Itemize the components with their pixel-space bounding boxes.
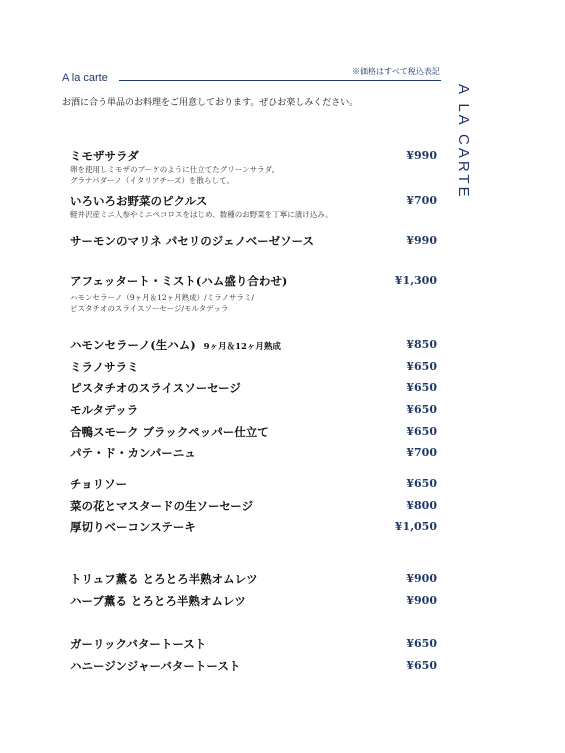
item-price: ¥1,300: [394, 274, 437, 287]
item-name: [70, 337, 281, 355]
item-price: ¥800: [406, 499, 437, 512]
menu-item: [70, 424, 437, 440]
item-price: ¥900: [406, 572, 437, 585]
menu-item: [70, 571, 437, 587]
item-price: ¥650: [406, 637, 437, 650]
item-description: 卵を使用しミモザのブーケのように仕立てたグリーンサラダ。: [70, 165, 280, 174]
item-name: アフェッタート・ミスト(ハム盛り合わせ): [70, 274, 288, 288]
intro-text: お酒に合う単品のお料理をご用意しております。ぜひお楽しみください。: [62, 98, 359, 108]
item-price: ¥1,050: [394, 520, 437, 533]
item-price: ¥990: [406, 234, 437, 247]
menu-item: [70, 593, 437, 609]
item-price: ¥650: [406, 403, 437, 416]
item-price: ¥990: [406, 149, 437, 162]
menu-item: [70, 193, 437, 220]
menu-item: [70, 380, 437, 396]
item-name: サーモンのマリネ パセリのジェノベーゼソース: [70, 234, 315, 248]
item-description: ハモンセラーノ（9ヶ月＆12ヶ月熟成）/ミラノサラミ/: [70, 293, 254, 302]
menu-item: [70, 519, 437, 535]
item-name: ガーリックバタートースト: [70, 637, 207, 651]
item-name: ミラノサラミ: [70, 360, 139, 374]
menu-item: [70, 658, 437, 674]
item-name: パテ・ド・カンパーニュ: [70, 446, 196, 460]
item-description: ピスタチオのスライスソーセージ/モルタデッラ: [70, 304, 229, 313]
menu-item: [70, 233, 437, 249]
item-price: ¥650: [406, 360, 437, 373]
item-name: ミモザサラダ: [70, 149, 139, 163]
menu-item: [70, 636, 437, 652]
item-name: 厚切りベーコンステーキ: [70, 520, 196, 534]
menu-item: [70, 445, 437, 461]
item-price: ¥650: [406, 381, 437, 394]
item-name: トリュフ薫る とろとろ半熟オムレツ: [70, 572, 258, 586]
item-name: 菜の花とマスタードの生ソーセージ: [70, 499, 254, 513]
item-name: いろいろお野菜のピクルス: [70, 194, 208, 208]
item-description: グラナパダーノ（イタリアチーズ）を散らして。: [70, 176, 234, 185]
item-price: ¥900: [406, 594, 437, 607]
item-name: モルタデッラ: [70, 403, 139, 417]
section-label: A la carte: [62, 72, 108, 84]
menu-item: [70, 402, 437, 418]
item-name: 合鴨スモーク ブラックペッパー仕立て: [70, 425, 269, 439]
item-note: 9ヶ月＆12ヶ月熟成: [203, 342, 281, 352]
item-price: ¥650: [406, 425, 437, 438]
item-name-text: ハモンセラーノ(生ハム): [70, 338, 196, 352]
menu-item: [70, 337, 437, 353]
item-name: チョリソー: [70, 477, 128, 491]
vertical-title: A LA CARTE: [455, 84, 472, 200]
menu-item: [70, 148, 437, 186]
menu-item: [70, 273, 437, 314]
item-name: ハーブ薫る とろとろ半熟オムレツ: [70, 594, 246, 608]
item-price: ¥850: [406, 338, 437, 351]
item-price: ¥700: [406, 194, 437, 207]
header-rule: [119, 80, 441, 81]
menu-item: [70, 498, 437, 514]
item-description: 軽井沢産ミニ人参やミニペコロスをはじめ、数種のお野菜を丁寧に漬け込み。: [70, 210, 333, 219]
menu-item: [70, 476, 437, 492]
item-name: ピスタチオのスライスソーセージ: [70, 381, 241, 395]
tax-note: ※価格はすべて税込表記: [352, 67, 440, 76]
item-price: ¥700: [406, 446, 437, 459]
item-name: ハニージンジャーバタートースト: [70, 659, 241, 673]
menu-item: [70, 359, 437, 375]
item-price: ¥650: [406, 477, 437, 490]
item-price: ¥650: [406, 659, 437, 672]
